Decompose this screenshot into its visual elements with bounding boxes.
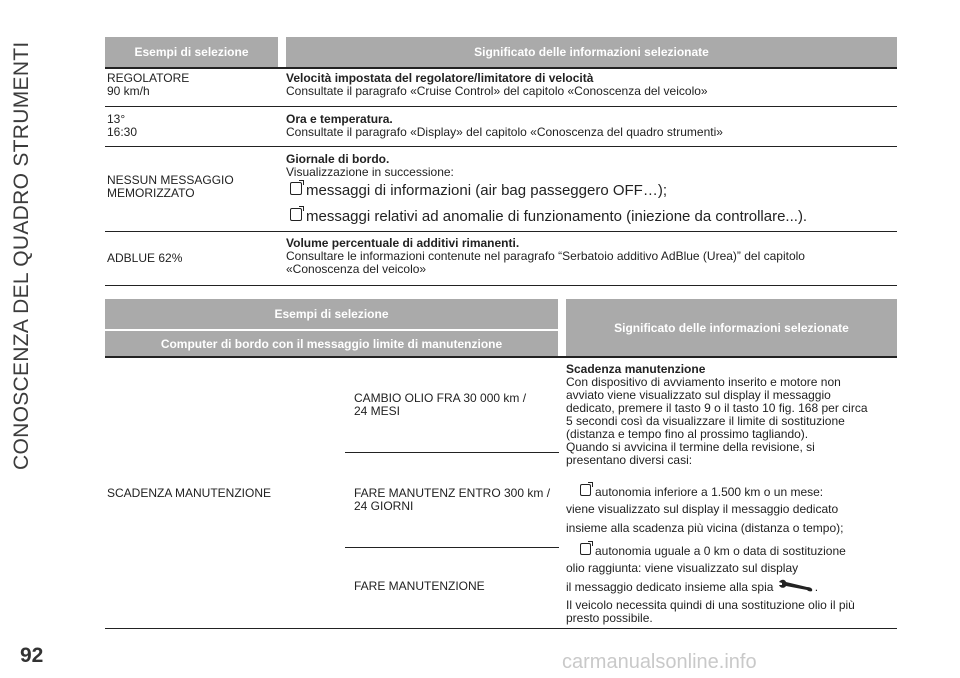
list-item: autonomia inferiore a 1.500 km o un mese: viene visualizzato sul display il messaggio dedicato insieme alla scadenza più vicina (distanza o tempo); [566,485,844,535]
divider [345,452,559,453]
bullet-box-icon [580,543,591,555]
table-row-content: Giornale di bordo. Visualizzazione in successione: [286,152,454,179]
message-cambio-olio: CAMBIO OLIO FRA 30 000 km / 24 MESI [354,391,527,418]
table1-header-left: Esempi di selezione [105,37,278,67]
divider [105,146,897,147]
table-row-content: Ora e temperatura. Consultate il paragrafo «Display» del capitolo «Conoscenza del quadro strumenti» [286,112,723,139]
message-fare-manutenzione: FARE MANUTENZIONE [354,579,485,593]
divider [105,285,897,286]
bullet-box-icon [290,182,302,195]
divider [105,67,897,69]
table-row-label: ADBLUE 62% [107,251,183,265]
bullet-box-icon [580,484,591,496]
table-row-label: NESSUN MESSAGGIO MEMORIZZATO [107,173,234,200]
wrench-icon [777,579,815,593]
watermark: carmanualsonline.info [562,651,757,673]
list-item: messaggi di informazioni (air bag passeggero OFF…); [290,182,667,200]
list-item: autonomia uguale a 0 km o data di sostituzione olio raggiunta: viene visualizzato sul display il messaggio dedicato insieme alla spia . [566,544,846,594]
divider [105,628,897,629]
divider [105,356,897,358]
divider [105,231,897,232]
bullet-box-icon [290,208,302,221]
list-item: messaggi relativi ad anomalie di funzionamento (iniezione da controllare...). [290,208,807,226]
table-row-label: 13° 16:30 [107,112,138,139]
divider [345,547,559,548]
table2-header-left-top: Esempi di selezione [105,299,558,329]
side-title: CONOSCENZA DEL QUADRO STRUMENTI [10,41,33,470]
message-fare-manutenz-entro: FARE MANUTENZ ENTRO 300 km / 24 GIORNI [354,486,551,513]
table-row-label: REGOLATORE 90 km/h [107,71,190,98]
maintenance-description: Scadenza manutenzione Con dispositivo di avviamento inserito e motore non avviato viene visualizzato sul display il messaggio dedicato, premere il tasto 9 o il tasto 10 fig. 168 per circa 5 secondi così da visualizzare il limite di sostituzione (distanza e tempo fino al prossimo tagliando). Quando si avvicina il termine della revisione, si presentano diversi casi: [566,362,868,467]
page-number: 92 [20,644,44,667]
table-row-content: Velocità impostata del regolatore/limitatore di velocità Consultate il paragrafo «Cruise Control» del capitolo «Conoscenza del veicolo» [286,71,708,98]
table-row-label: SCADENZA MANUTENZIONE [107,486,272,500]
table1-header-right: Significato delle informazioni selezionate [286,37,897,67]
closing-note: Il veicolo necessita quindi di una sostituzione olio il più presto possibile. [566,598,855,625]
table-row-content: Volume percentuale di additivi rimanenti. Consultare le informazioni contenute nel paragrafo “Serbatoio additivo AdBlue (Urea)” del capitolo «Conoscenza del veicolo» [286,236,805,276]
table2-header-left-bottom: Computer di bordo con il messaggio limite di manutenzione [105,331,558,356]
table2-header-right: Significato delle informazioni selezionate [566,299,897,356]
divider [105,106,897,107]
